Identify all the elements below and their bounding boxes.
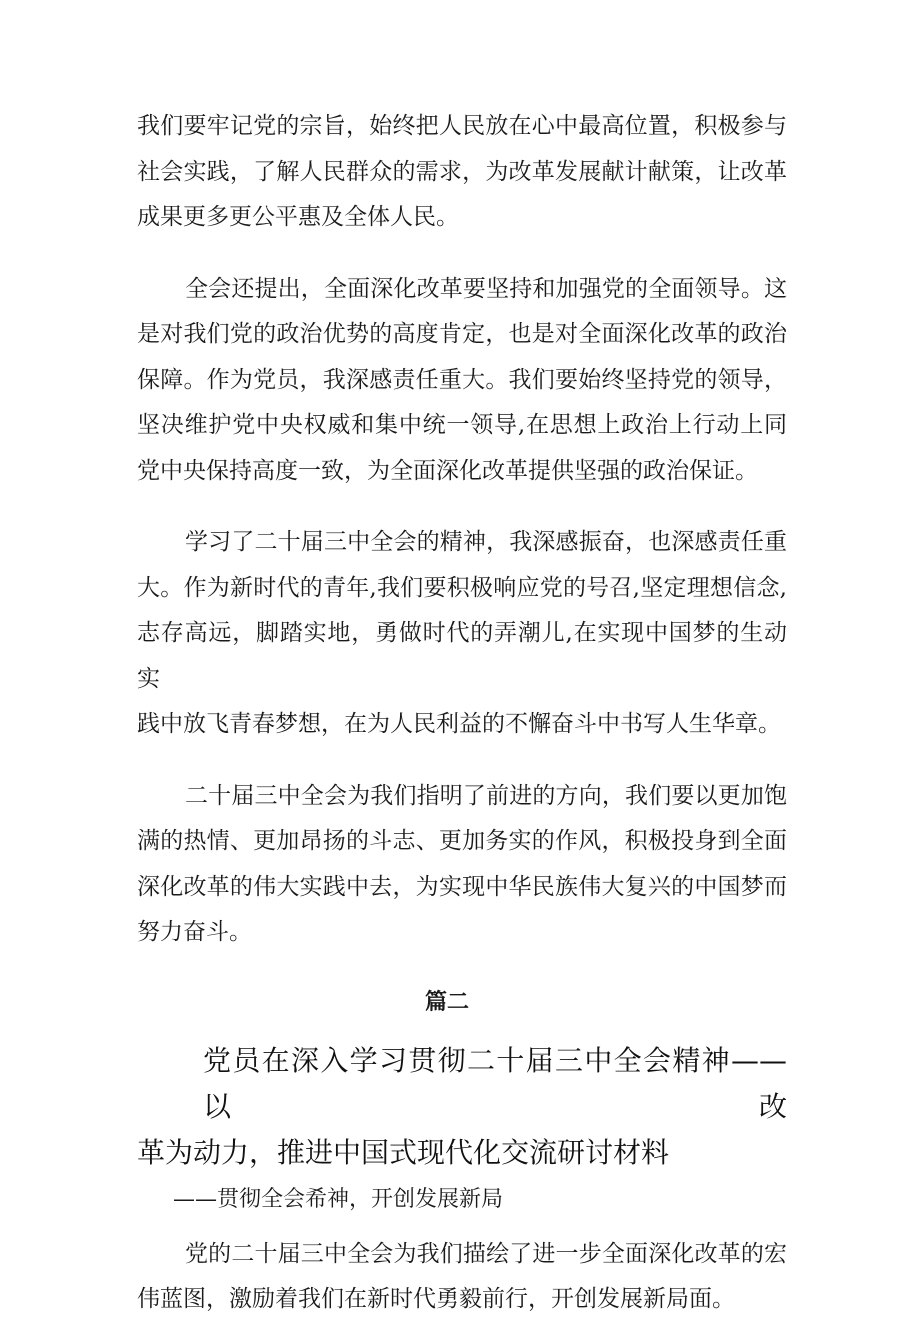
text-line: 党的二十届三中全会为我们描绘了进一步全面深化改革的宏 (185, 1240, 787, 1267)
text-line: 满的热情、更加昂扬的斗志、更加务实的作风，积极投身到全面 (137, 828, 787, 854)
text-line: 努力奋斗。 (137, 919, 252, 945)
text-line: 大。作为新时代的青年,我们要积极响应党的号召,坚定理想信念, (137, 574, 787, 601)
headline-line: 党员在深入学习贯彻二十届三中全会精神——以改 (203, 1043, 787, 1123)
text-line: 我们要牢记党的宗旨，始终把人民放在心中最高位置，积极参与 (137, 113, 787, 139)
headline-line: 革为动力，推进中国式现代化交流研讨材料 (137, 1135, 670, 1169)
section-label: 篇二 (424, 989, 469, 1015)
paragraph-2 (137, 267, 787, 495)
article-subtitle: ——贯彻全会希神，开创发展新局 (173, 1186, 504, 1212)
text-line: 全会还提出，全面深化改革要坚持和加强党的全面领导。这 (185, 275, 787, 302)
paragraph-4 (137, 774, 787, 956)
paragraph-5 (137, 1232, 787, 1323)
text-line: 社会实践，了解人民群众的需求，为改革发展献计献策，让改革 (137, 158, 787, 185)
text-line: 学习了二十届三中全会的精神，我深感振奋，也深感责任重 (185, 529, 787, 555)
text-line: 是对我们党的政治优势的高度肯定，也是对全面深化改革的政治 (137, 321, 787, 347)
paragraph-3 (137, 520, 787, 748)
paragraph-1 (137, 104, 787, 241)
text-line: 伟蓝图，激励着我们在新时代勇毅前行，开创发展新局面。 (137, 1286, 735, 1312)
text-line: 党中央保持高度一致，为全面深化改革提供坚强的政治保证。 (137, 457, 758, 484)
text-line: 二十届三中全会为我们指明了前进的方向，我们要以更加饱 (185, 782, 787, 809)
text-line: 坚决维护党中央权威和集中统一领导,在思想上政治上行动上同 (137, 412, 787, 438)
text-line: 深化改革的伟大实践中去，为实现中华民族伟大复兴的中国梦而 (137, 873, 787, 900)
article-headline (137, 1038, 787, 1176)
text-line: 保障。作为党员，我深感责任重大。我们要始终坚持党的领导， (137, 366, 787, 393)
text-line: 践中放飞青春梦想，在为人民利益的不懈奋斗中书写人生华章。 (137, 711, 781, 737)
text-line: 志存高远，脚踏实地，勇做时代的弄潮儿,在实现中国梦的生动实 (137, 620, 787, 692)
document-page (137, 104, 787, 1323)
text-line: 成果更多更公平惠及全体人民。 (137, 204, 459, 230)
